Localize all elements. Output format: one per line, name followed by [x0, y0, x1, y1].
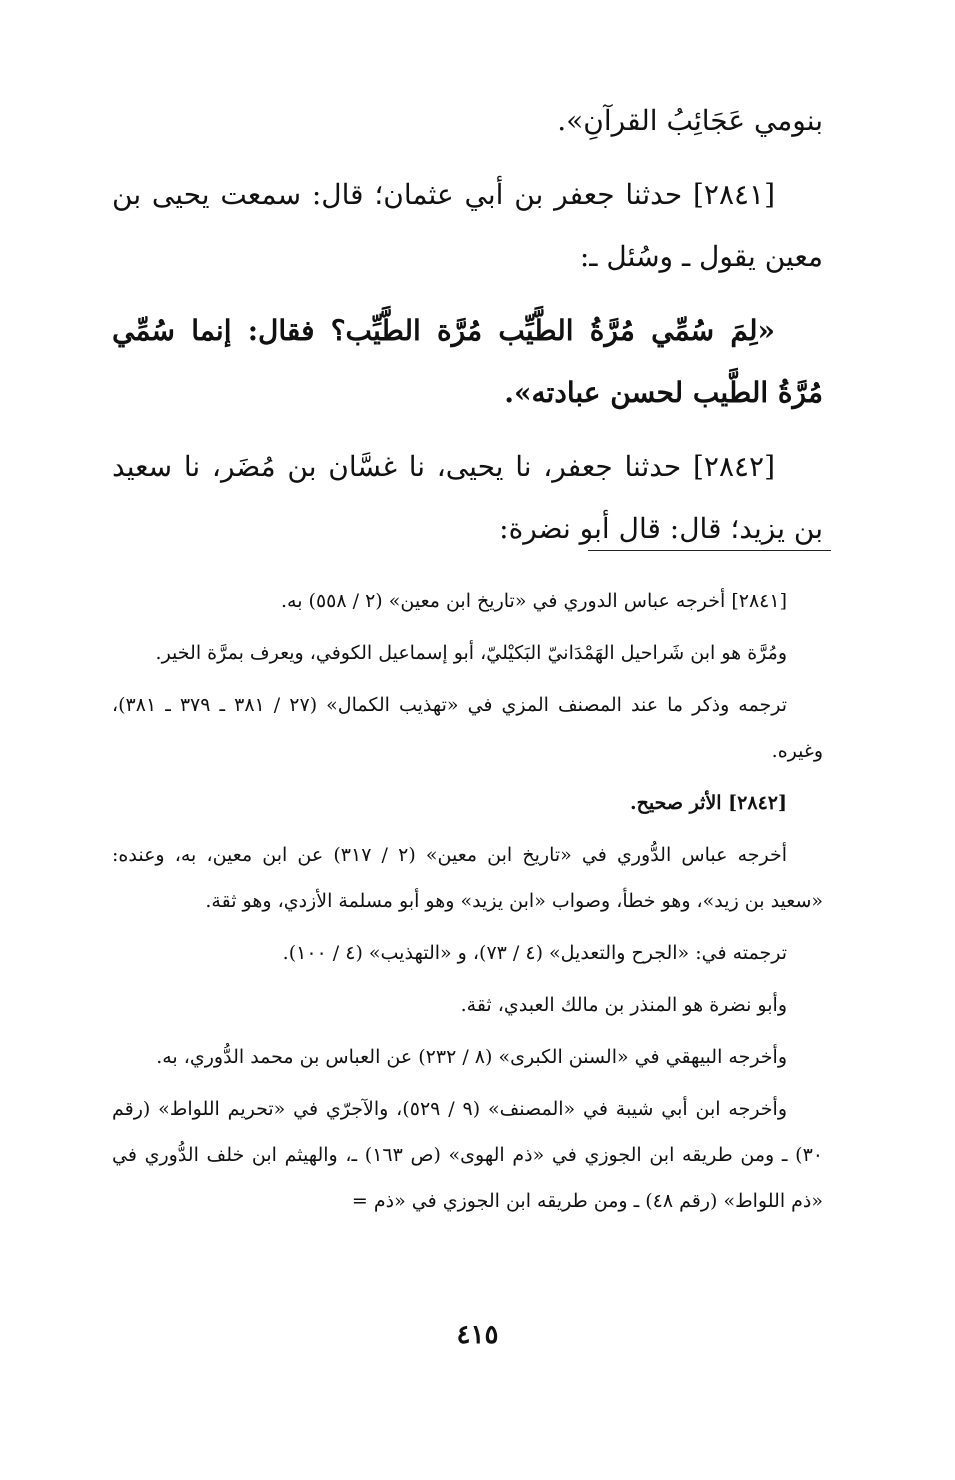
footnote-3: ترجمه وذكر ما عند المصنف المزي في «تهذيب الكمال» (٢٧ / ٣٨١ ـ ٣٧٩ ـ ٣٨١)، وغيره. — [112, 694, 823, 762]
main-paragraph-4: [٢٨٤٢] حدثنا جعفر، نا يحيى، نا غسَّان بن مُضَر، نا سعيد بن يزيد؛ قال: قال أبو نضرة: — [112, 450, 823, 545]
main-paragraph-1: بنومي عَجَائِبُ القرآنِ». — [557, 104, 823, 137]
footnote-5: أخرجه عباس الدُّوري في «تاريخ ابن معين» (٢ / ٣١٧) عن ابن معين، به، وعنده: «سعيد بن زيد»، وهو خطأ، وصواب «ابن يزيد» وهو أبو مسلمة الأزدي، وهو ثقة. — [112, 844, 823, 912]
footnote-9: وأخرجه ابن أبي شيبة في «المصنف» (٩ / ٥٢٩)، والآجرّي في «تحريم اللواط» (رقم ٣٠) ـ ومن طريقه ابن الجوزي في «ذم الهوى» (ص ١٦٣) ـ، والهيثم ابن خلف الدُّوري في «ذم اللواط» (رقم ٤٨) ـ ومن طريقه ابن الجوزي في «ذم = — [112, 1098, 823, 1212]
main-text — [112, 90, 823, 572]
page-number: ٤١٥ — [456, 1320, 499, 1350]
footnote-8: وأخرجه البيهقي في «السنن الكبرى» (٨ / ٢٣٢) عن العباس بن محمد الدُّوري، به. — [156, 1046, 787, 1068]
footnote-1: [٢٨٤١] أخرجه عباس الدوري في «تاريخ ابن معين» (٢ / ٥٥٨) به. — [281, 590, 787, 612]
main-paragraph-3: «لِمَ سُمِّي مُرَّةُ الطَّيِّب مُرَّة الطَّيِّب؟ فقال: إنما سُمِّي مُرَّةُ الطَّيب لحسن عبادته». — [112, 314, 823, 409]
footnotes — [112, 578, 823, 1230]
footnote-6: ترجمته في: «الجرح والتعديل» (٤ / ٧٣)، و «التهذيب» (٤ / ١٠٠). — [282, 942, 787, 964]
main-paragraph-2: [٢٨٤١] حدثنا جعفر بن أبي عثمان؛ قال: سمعت يحيى بن معين يقول ـ وسُئل ـ: — [112, 178, 823, 273]
footnote-separator — [588, 550, 831, 551]
footnote-7: وأبو نضرة هو المنذر بن مالك العبدي، ثقة. — [460, 994, 787, 1016]
footnote-4: [٢٨٤٢] الأثر صحيح. — [630, 792, 787, 814]
footnote-2: ومُرَّة هو ابن شَراحيل الهَمْدَانيّ البَكيْليّ، أبو إسماعيل الكوفي، ويعرف بمرَّة الخير. — [155, 642, 787, 664]
